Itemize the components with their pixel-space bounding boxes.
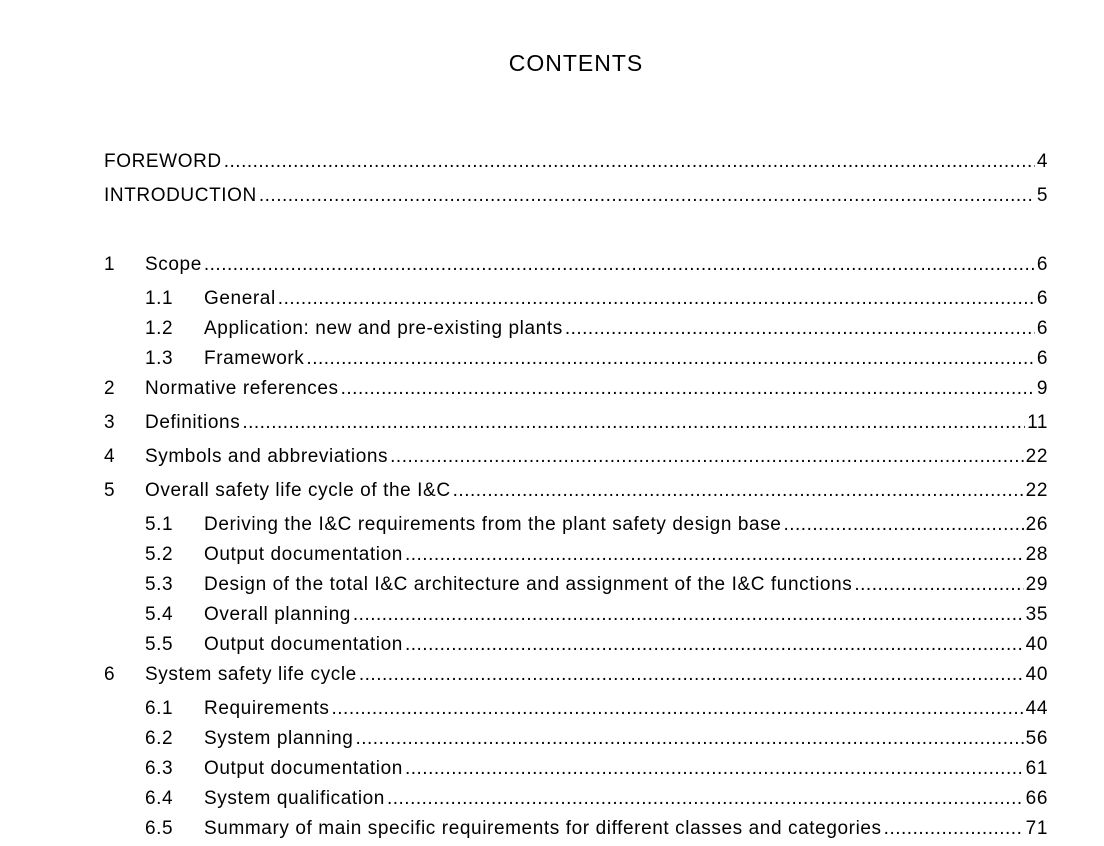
toc-entry-number: 1.2 [145, 318, 174, 339]
dot-leader [405, 758, 1024, 780]
toc-entry-number: 6.4 [145, 788, 174, 809]
toc-entry-5-1[interactable] [145, 514, 1048, 538]
toc-entry-page: 66 [1025, 788, 1048, 809]
toc-entry-5[interactable] [104, 480, 1048, 504]
toc-entry-label: Output documentation [204, 634, 403, 655]
toc-entry-2[interactable] [104, 378, 1048, 402]
toc-entry-5-2[interactable] [145, 544, 1048, 568]
toc-entry-6[interactable] [104, 664, 1048, 688]
dot-leader [259, 185, 1035, 207]
toc-entry-page: 6 [1036, 288, 1048, 309]
dot-leader [306, 348, 1034, 370]
dot-leader [224, 151, 1035, 173]
toc-entry-1-1[interactable] [145, 288, 1048, 312]
toc-entry-1[interactable] [104, 254, 1048, 278]
toc-entry-page: 61 [1025, 758, 1048, 779]
toc-entry-page: 22 [1025, 480, 1048, 501]
toc-entry-label: Definitions [145, 412, 241, 433]
toc-entry-4[interactable] [104, 446, 1048, 470]
dot-leader [565, 318, 1035, 340]
dot-leader [204, 254, 1035, 276]
toc-entry-label: System safety life cycle [145, 664, 357, 685]
toc-entry-label: Output documentation [204, 544, 403, 565]
toc-entry-page: 56 [1025, 728, 1048, 749]
toc-entry-1-3[interactable] [145, 348, 1048, 372]
dot-leader [884, 818, 1024, 840]
page-title: CONTENTS [508, 50, 644, 76]
dot-leader [278, 288, 1035, 310]
dot-leader [359, 664, 1024, 686]
dot-leader [854, 574, 1023, 596]
toc-entry-introduction[interactable] [104, 185, 1048, 209]
toc-entry-number: 2 [104, 378, 116, 399]
toc-entry-label: Output documentation [204, 758, 403, 779]
dot-leader [353, 604, 1024, 626]
toc-entry-6-4[interactable] [145, 788, 1048, 812]
toc-entry-5-4[interactable] [145, 604, 1048, 628]
dot-leader [355, 728, 1023, 750]
toc-entry-label: FOREWORD [104, 151, 222, 172]
toc-entry-6-2[interactable] [145, 728, 1048, 752]
toc-entry-page: 40 [1025, 634, 1048, 655]
toc-entry-label: Summary of main specific requirements for different classes and categories [204, 818, 882, 839]
toc-entry-3[interactable] [104, 412, 1048, 436]
toc-entry-number: 4 [104, 446, 116, 467]
toc-entry-page: 6 [1036, 254, 1048, 275]
dot-leader [405, 544, 1024, 566]
toc-entry-number: 1.3 [145, 348, 174, 369]
toc-entry-page: 9 [1036, 378, 1048, 399]
toc-entry-1-2[interactable] [145, 318, 1048, 342]
toc-entry-page: 40 [1025, 664, 1048, 685]
toc-entry-label: Design of the total I&C architecture and assignment of the I&C functions [204, 574, 853, 595]
toc-entry-label: Requirements [204, 698, 330, 719]
toc-entry-label: Overall planning [204, 604, 351, 625]
toc-entry-page: 26 [1025, 514, 1048, 535]
toc-entry-number: 5.3 [145, 574, 174, 595]
dot-leader [341, 378, 1035, 400]
toc-entry-page: 6 [1036, 348, 1048, 369]
toc-entry-number: 3 [104, 412, 116, 433]
toc-entry-6-1[interactable] [145, 698, 1048, 722]
toc-entry-number: 1.1 [145, 288, 174, 309]
toc-entry-label: Symbols and abbreviations [145, 446, 389, 467]
dot-leader [405, 634, 1024, 656]
toc-entry-number: 1 [104, 254, 116, 275]
toc-entry-page: 71 [1025, 818, 1048, 839]
toc-entry-number: 6.5 [145, 818, 174, 839]
toc-entry-label: Overall safety life cycle of the I&C [145, 480, 451, 501]
toc-entry-6-5[interactable] [145, 818, 1048, 842]
toc-entry-page: 4 [1036, 151, 1048, 172]
toc-entry-page: 5 [1036, 185, 1048, 206]
toc-entry-page: 35 [1025, 604, 1048, 625]
toc-entry-label: General [204, 288, 276, 309]
toc-entry-number: 5.1 [145, 514, 174, 535]
toc-entry-number: 6.3 [145, 758, 174, 779]
toc-entry-page: 44 [1025, 698, 1048, 719]
toc-entry-label: Framework [204, 348, 305, 369]
toc-entry-number: 6.1 [145, 698, 174, 719]
toc-entry-foreword[interactable] [104, 151, 1048, 175]
toc-entry-number: 6.2 [145, 728, 174, 749]
toc-entry-label: Normative references [145, 378, 339, 399]
toc-entry-5-5[interactable] [145, 634, 1048, 658]
dot-leader [390, 446, 1024, 468]
toc-entry-label: Deriving the I&C requirements from the plant safety design base [204, 514, 782, 535]
dot-leader [387, 788, 1024, 810]
toc-entry-number: 5 [104, 480, 116, 501]
toc-entry-page: 6 [1036, 318, 1048, 339]
toc-entry-label: Scope [145, 254, 202, 275]
toc-entry-6-3[interactable] [145, 758, 1048, 782]
dot-leader [453, 480, 1024, 502]
dot-leader [242, 412, 1025, 434]
toc-entry-number: 6 [104, 664, 116, 685]
toc-entry-label: System qualification [204, 788, 385, 809]
toc-entry-label: System planning [204, 728, 354, 749]
toc-entry-label: Application: new and pre-existing plants [204, 318, 563, 339]
toc-entry-number: 5.4 [145, 604, 174, 625]
toc-entry-page: 29 [1025, 574, 1048, 595]
toc-entry-5-3[interactable] [145, 574, 1048, 598]
dot-leader [331, 698, 1023, 720]
toc-entry-page: 11 [1027, 412, 1048, 433]
toc-entry-page: 22 [1025, 446, 1048, 467]
toc-entry-label: INTRODUCTION [104, 185, 257, 206]
toc-entry-page: 28 [1025, 544, 1048, 565]
toc-entry-number: 5.5 [145, 634, 174, 655]
toc-entry-number: 5.2 [145, 544, 174, 565]
dot-leader [783, 514, 1023, 536]
